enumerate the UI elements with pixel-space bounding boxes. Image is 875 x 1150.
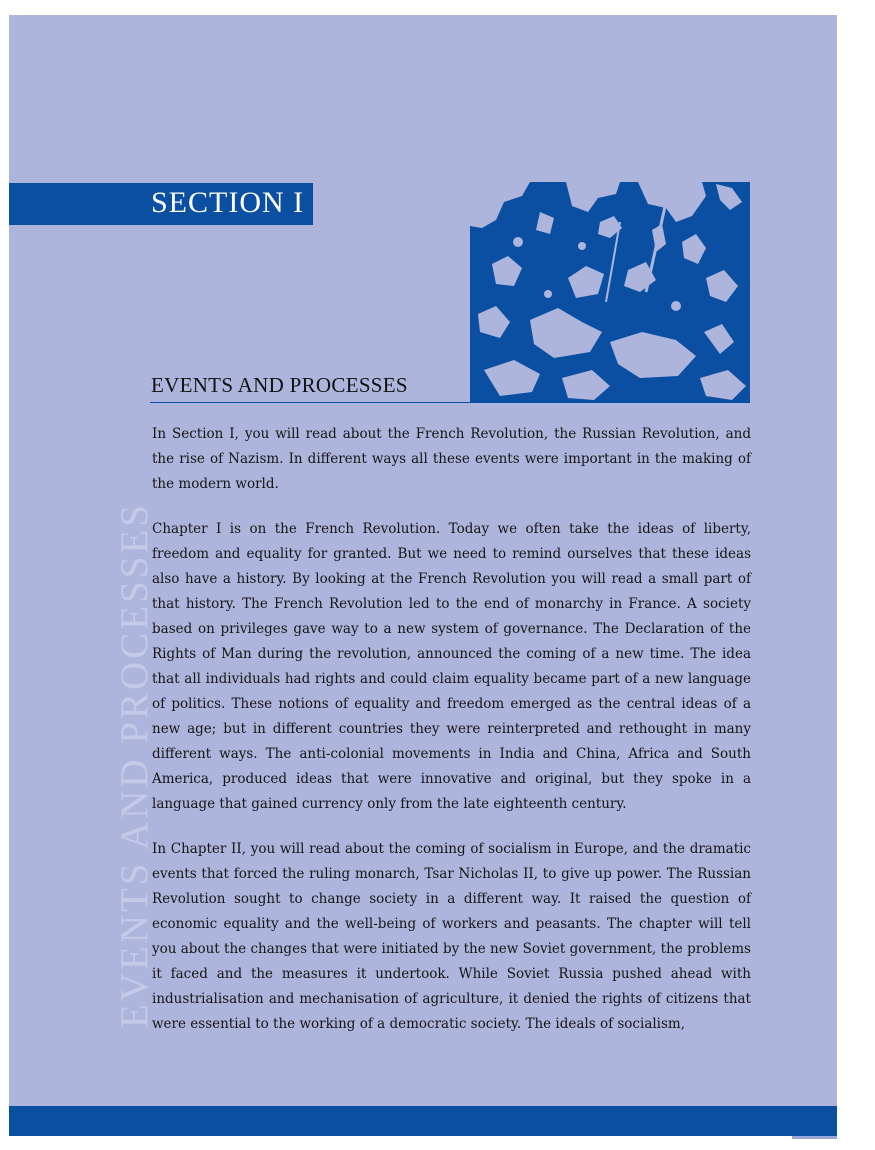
revolution-painting-image [470, 182, 750, 403]
paragraph: In Section I, you will read about the French Revolution, the Russian Revolution, and the rise of Nazism. In different ways all these events were important in the making of the modern world. [152, 426, 751, 492]
body-text [152, 422, 751, 1057]
corner-mark [792, 1136, 837, 1139]
page-heading: EVENTS AND PROCESSES [151, 373, 408, 397]
heading-divider [150, 402, 750, 403]
section-title: SECTION I [151, 186, 305, 219]
paragraph: Chapter I is on the French Revolution. Today we often take the ideas of liberty, freedom and equality for granted. But we need to remind ourselves that these ideas also have a history. By looking at the French Revolution you will read a small part of that history. The French Revolution led to the end of monarchy in France. A society based on privileges gave way to a new system of governance. The Declaration of the Rights of Man during the revolution, announced the coming of a new time. The idea that all individuals had rights and could claim equality became part of a new language of politics. These notions of equality and freedom emerged as the central ideas of a new age; but in different countries they were reinterpreted and rethought in many different ways. The anti-colonial movements in India and China, Africa and South America, produced ideas that were innovative and original, but they spoke in a language that gained currency only from the late eighteenth century. [152, 521, 751, 812]
side-label: EVENTS AND PROCESSES [113, 502, 156, 1028]
footer-bar [9, 1106, 837, 1136]
paragraph: In Chapter II, you will read about the coming of socialism in Europe, and the dramatic events that forced the ruling monarch, Tsar Nicholas II, to give up power. The Russian Revolution sought to change society in a different way. It raised the question of economic equality and the well-being of workers and peasants. The chapter will tell you about the changes that were initiated by the new Soviet government, the problems it faced and the measures it undertook. While Soviet Russia pushed ahead with industrialisation and mechanisation of agriculture, it denied the rights of citizens that were essential to the working of a democratic society. The ideals of socialism, [152, 841, 751, 1032]
page [9, 15, 837, 1136]
section-banner [9, 183, 313, 225]
